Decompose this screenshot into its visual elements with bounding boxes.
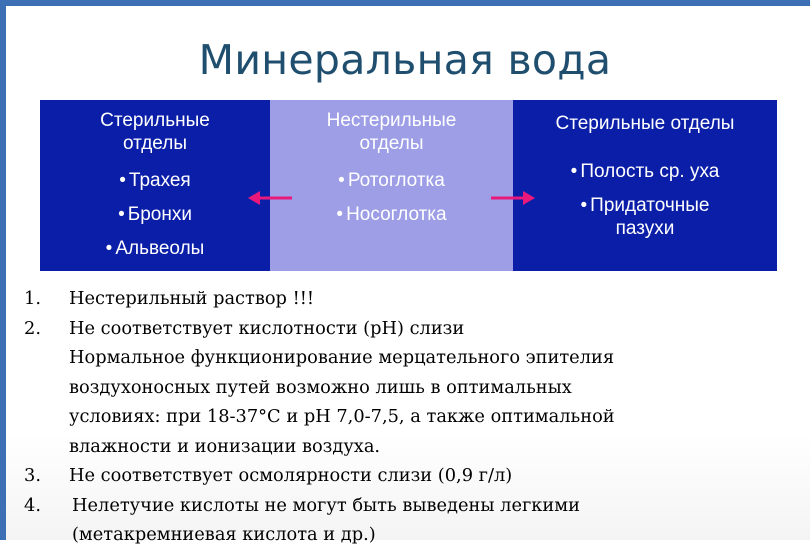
bullet-icon: • — [118, 204, 125, 225]
list-continuation: (метакремниевая кислота и др.) — [72, 524, 376, 545]
list-item: • Носоглотка — [336, 204, 447, 225]
list-item — [24, 491, 804, 550]
bullet-icon: • — [570, 161, 578, 182]
bullet-icon: • — [336, 204, 344, 225]
list-item: • Придаточные пазухи — [580, 195, 710, 239]
arrow-left-icon — [246, 187, 296, 209]
bullet-icon: • — [580, 195, 588, 216]
panel-heading-line1: Нестерильные — [326, 110, 457, 131]
panel-list — [270, 169, 513, 226]
panel-heading-line1: Стерильные — [100, 110, 210, 131]
list-item: • Бронхи — [118, 204, 192, 225]
panel-list — [40, 169, 270, 260]
list-item: • Трахея — [119, 170, 191, 191]
panel-heading-line2: отделы — [359, 133, 424, 154]
arrow-right-icon — [487, 187, 537, 209]
panel-list — [513, 160, 777, 240]
list-item — [24, 284, 804, 314]
list-subtext: влажности и ионизации воздуха. — [69, 435, 381, 457]
bullet-icon: • — [119, 170, 126, 191]
panel-sterile-ear-sinuses — [513, 100, 777, 271]
bullet-icon: • — [338, 170, 345, 191]
list-item: • Полость ср. уха — [570, 161, 720, 182]
bullet-icon: • — [105, 238, 113, 259]
list-number: 2. — [24, 317, 41, 339]
list-item: • Ротоглотка — [338, 170, 445, 191]
list-subtext: Нормальное функционирование мерцательного эпителия — [69, 347, 615, 368]
list-item: • Альвеолы — [105, 238, 205, 259]
list-text: Нелетучие кислоты не могут быть выведены легкими — [72, 494, 580, 516]
list-number: 3. — [24, 465, 41, 486]
list-number: 1. — [24, 288, 41, 309]
panel-nonsterile-pharynx — [270, 100, 513, 271]
panel-heading: Стерильные отделы — [555, 113, 735, 134]
slide-title: Минеральная вода — [198, 36, 612, 84]
numbered-list — [24, 284, 804, 550]
list-number: 4. — [24, 494, 41, 516]
list-text: Нестерильный раствор !!! — [69, 288, 315, 309]
list-subtext: воздухоносных путей возможно лишь в оптимальных — [69, 376, 572, 398]
panel-heading-line2: отделы — [123, 133, 187, 154]
list-item — [24, 314, 804, 462]
list-text: Не соответствует кислотности (pH) слизи — [69, 317, 465, 339]
list-subtext: условиях: при 18-37°С и pH 7,0-7,5, а также оптимальной — [69, 406, 615, 427]
list-item — [24, 461, 804, 491]
panel-sterile-lower-airways — [40, 100, 270, 271]
list-text: Не соответствует осмолярности слизи (0,9 г/л) — [69, 465, 513, 486]
